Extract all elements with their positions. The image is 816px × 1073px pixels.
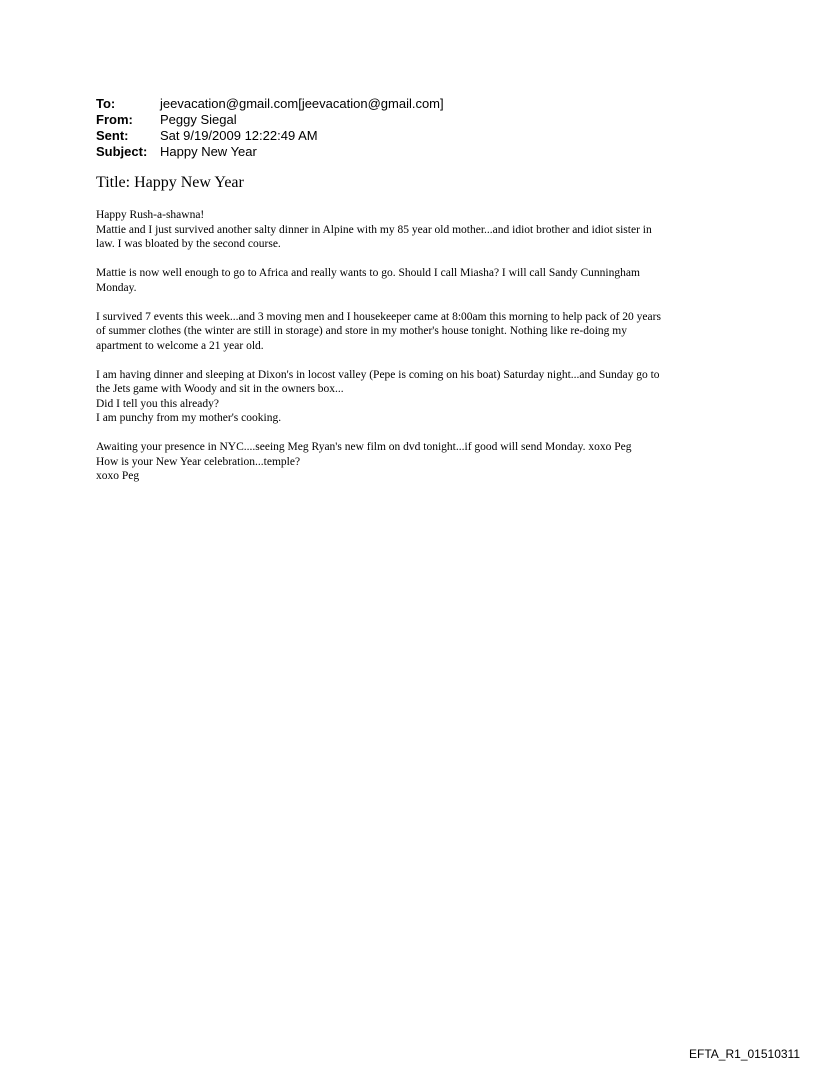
body-line: Happy Rush-a-shawna! — [96, 209, 205, 221]
body-line: of summer clothes (the winter are still in storage) and store in my mother's house tonight. Nothing like re-doing my — [96, 325, 627, 337]
body-line: Awaiting your presence in NYC....seeing Meg Ryan's new film on dvd tonight...if good will send Monday. xoxo Peg — [96, 441, 632, 453]
subject-value: Happy New Year — [160, 144, 257, 159]
sent-value: Sat 9/19/2009 12:22:49 AM — [160, 128, 318, 143]
body-line: apartment to welcome a 21 year old. — [96, 339, 264, 352]
body-line: Mattie is now well enough to go to Africa and really wants to go. Should I call Miasha? I will call Sandy Cunningham — [96, 267, 640, 279]
body-line: Did I tell you this already? — [96, 397, 219, 410]
body-paragraph-5 — [96, 440, 726, 484]
body-line: Mattie and I just survived another salty dinner in Alpine with my 85 year old mother...and idiot brother and idiot sister in — [96, 223, 652, 236]
email-body — [96, 208, 726, 498]
body-line: I am punchy from my mother's cooking. — [96, 412, 282, 424]
header-to-row — [96, 96, 444, 112]
body-line: I survived 7 events this week...and 3 moving men and I housekeeper came at 8:00am this morning to help pack of 20 years — [96, 310, 661, 323]
body-line: How is your New Year celebration...temple? — [96, 455, 301, 468]
header-sent-row — [96, 128, 444, 144]
to-value: jeevacation@gmail.com[jeevacation@gmail.com] — [160, 96, 444, 111]
from-label: From: — [96, 112, 133, 127]
body-line: law. I was bloated by the second course. — [96, 238, 281, 250]
header-from-row — [96, 112, 444, 128]
email-header — [96, 96, 444, 160]
body-paragraph-2 — [96, 266, 726, 295]
subject-label: Subject: — [96, 144, 148, 159]
email-title: Title: Happy New Year — [96, 174, 244, 191]
body-paragraph-4 — [96, 368, 726, 426]
header-subject-row — [96, 144, 444, 160]
body-line: Monday. — [96, 281, 137, 294]
body-line: I am having dinner and sleeping at Dixon's in locost valley (Pepe is coming on his boat) Saturday night...and Sunday go to — [96, 368, 660, 381]
body-line: xoxo Peg — [96, 470, 140, 482]
from-value: Peggy Siegal — [160, 112, 237, 127]
body-paragraph-1 — [96, 208, 726, 252]
body-line: the Jets game with Woody and sit in the owners box... — [96, 383, 344, 395]
sent-label: Sent: — [96, 128, 129, 143]
to-label: To: — [96, 96, 116, 111]
document-id: EFTA_R1_01510311 — [689, 1047, 800, 1061]
body-paragraph-3 — [96, 310, 726, 354]
